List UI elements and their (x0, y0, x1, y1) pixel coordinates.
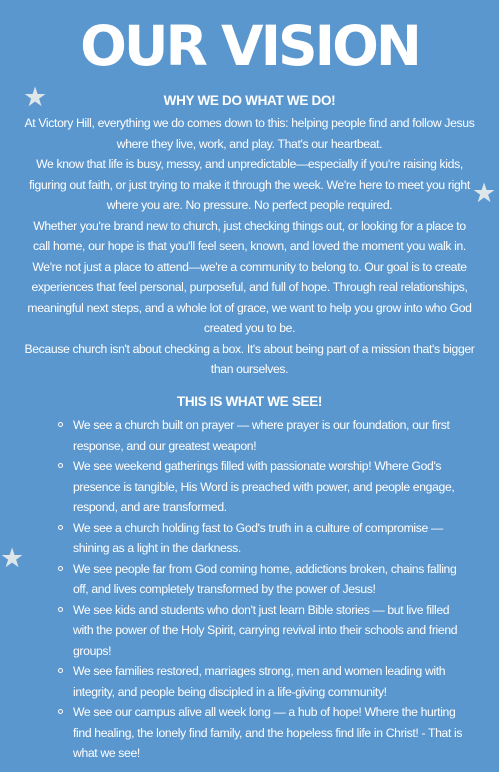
list-item-text: We see a church built on prayer — where prayer is our foundation, our first response, and our greatest weapon! (73, 418, 450, 453)
star-icon: ★ (472, 178, 497, 209)
vision-list (52, 415, 464, 764)
list-item-text: We see people far from God coming home, addictions broken, chains falling off, and lives completely transformed by the power of Jesus! (73, 561, 457, 596)
list-item (52, 661, 464, 702)
circle-bullet-icon (58, 709, 63, 714)
section-heading-why: WHY WE DO WHAT WE DO! (163, 93, 336, 108)
paragraph: Because church isn't about checking a box. It's about being part of a mission that's bigger than ourselves. (24, 341, 475, 376)
list-item (52, 600, 464, 662)
paragraph: At Victory Hill, everything we do comes down to this: helping people find and follow Jesus where they live, work, and play. That's our heartbeat. (24, 116, 475, 151)
section-heading-see: THIS IS WHAT WE SEE! (176, 394, 323, 409)
page-title: OUR VISION (80, 14, 419, 78)
circle-bullet-icon (58, 422, 63, 427)
circle-bullet-icon (58, 463, 63, 468)
circle-bullet-icon (58, 566, 63, 571)
circle-bullet-icon (58, 668, 63, 673)
list-item-text: We see weekend gatherings filled with passionate worship! Where God's presence is tangible, His Word is preached with power, and people engage, respond, and are transformed. (73, 459, 455, 514)
why-section-body (24, 113, 475, 380)
list-item (52, 559, 464, 600)
list-item-text: We see our campus alive all week long — a hub of hope! Where the hurting find healing, the lonely find family, and the hopeless find life in Christ! - That is what we see! (73, 705, 463, 760)
paragraph: Whether you're brand new to church, just checking things out, or looking for a place to call home, our hope is that you'll feel seen, known, and loved the moment you walk in. (33, 218, 466, 253)
list-item-text: We see families restored, marriages strong, men and women leading with integrity, and people being discipled in a life-giving community! (73, 664, 446, 699)
list-item (52, 415, 464, 456)
paragraph: We're not just a place to attend—we're a community to belong to. Our goal is to create experiences that feel personal, purposeful, and full of hope. Through real relationships, meaningful next steps, and a whole lot of grace, we want to help you grow into who God created you to be. (27, 259, 472, 335)
star-icon: ★ (0, 543, 25, 574)
circle-bullet-icon (58, 607, 63, 612)
list-item (52, 702, 464, 764)
paragraph: We know that life is busy, messy, and unpredictable—especially if you're raising kids, figuring out faith, or just trying to make it through the week. We're here to meet you right where you are. No pressure. No perfect people required. (29, 157, 470, 212)
list-item-text: We see kids and students who don't just learn Bible stories — but live filled with the power of the Holy Spirit, carrying revival into their schools and friend groups! (73, 602, 458, 658)
list-item (52, 456, 464, 518)
list-item (52, 518, 464, 559)
star-icon: ★ (23, 82, 48, 113)
circle-bullet-icon (58, 525, 63, 530)
list-item-text: We see a church holding fast to God's truth in a culture of compromise — shining as a light in the darkness. (73, 520, 443, 555)
